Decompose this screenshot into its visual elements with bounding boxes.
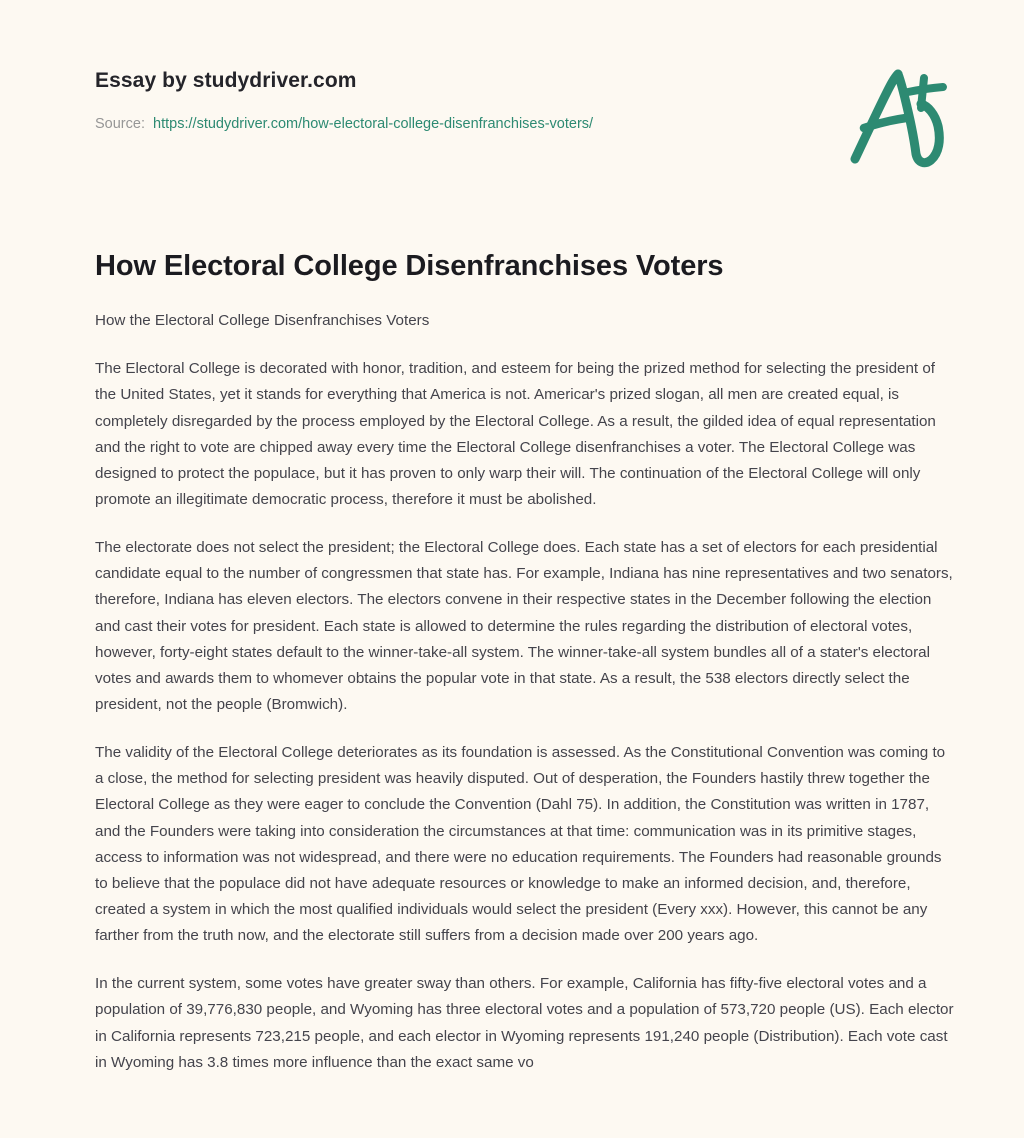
page-title: How Electoral College Disenfranchises Voters — [95, 250, 724, 282]
a-plus-logo-icon — [842, 62, 962, 170]
document-subtitle: How the Electoral College Disenfranchises Voters — [95, 312, 430, 330]
page-header — [0, 0, 1024, 200]
source-line — [95, 115, 795, 134]
brand-block — [95, 68, 795, 134]
brand-title: Essay by studydriver.com — [95, 69, 357, 92]
body-paragraph: In the current system, some votes have greater sway than others. For example, California has fifty-five electoral votes and a population of 39,776,830 people, and Wyoming has three electoral votes and a population of 573,720 people (US). Each elector in California represents 723,215 people, and each elector in Wyoming represents 191,240 people (Distribution). Each vote cast in Wyoming has 3.8 times more influence than the exact same vo — [95, 975, 954, 1071]
body-paragraph: The electorate does not select the president; the Electoral College does. Each state has a set of electors for each presidential candidate equal to the number of congressmen that state has. For example, Indiana has nine representatives and two senators, therefore, Indiana has eleven electors. The electors convene in their respective states in the December following the election and cast their votes for president. Each state is allowed to determine the rules regarding the distribution of electoral votes, however, forty-eight states default to the winner-take-all system. The winner-take-all system bundles all of a stater's electoral votes and awards them to whomever obtains the popular vote in that state. As a result, the 538 electors directly select the president, not the people (Bromwich). — [95, 539, 953, 713]
source-label: Source: — [95, 116, 145, 133]
document-body — [95, 248, 957, 1076]
a-plus-logo — [842, 62, 962, 170]
body-paragraph: The validity of the Electoral College deteriorates as its foundation is assessed. As the Constitutional Convention was coming to a close, the method for selecting president was heavily disputed. Out of desperation, the Founders hastily threw together the Electoral College as they were eager to conclude the Convention (Dahl 75). In addition, the Constitution was written in 1787, and the Founders were taking into consideration the circumstances at that time: communication was in its primitive stages, access to information was not widespread, and there were no education requirements. The Founders had reasonable grounds to believe that the populace did not have adequate resources or knowledge to make an informed decision, and, therefore, created a system in which the most qualified individuals would select the president (Every xxx). However, this cannot be any farther from the truth now, and the electorate still suffers from a decision made over 200 years ago. — [95, 744, 946, 945]
source-url-link[interactable]: https://studydriver.com/how-electoral-college-disenfranchises-voters/ — [153, 116, 594, 133]
body-paragraph: The Electoral College is decorated with honor, tradition, and esteem for being the prized method for selecting the president of the United States, yet it stands for everything that America is not. Americar's prized slogan, all men are created equal, is completely disregarded by the process employed by the Electoral College. As a result, the gilded idea of equal representation and the right to vote are chipped away every time the Electoral College disenfranchises a voter. The Electoral College was designed to protect the populace, but it has proven to only warp their will. The continuation of the Electoral College will only promote an illegitimate democratic process, therefore it must be abolished. — [95, 360, 936, 508]
